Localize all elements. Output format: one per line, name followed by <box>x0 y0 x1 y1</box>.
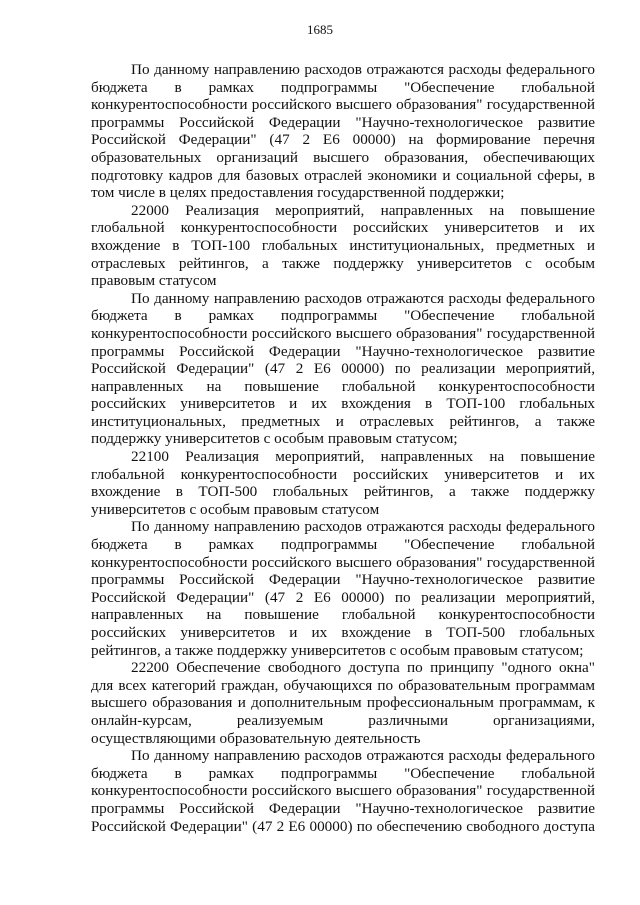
paragraph-code-22100: 22100 Реализация мероприятий, направленных на повышение глобальной конкурентоспособности российских университетов и их вхождение в ТОП-500 глобальных рейтингов, а также поддержку университетов с особым правовым статусом <box>91 448 595 518</box>
paragraph-code-22200: 22200 Обеспечение свободного доступа по принципу "одного окна" для всех категорий граждан, обучающихся по образовательным программам высшего образования и дополнительным профессиональным программам, к онлайн-курсам, реализуемым различными организациями, осуществляющими образовательную деятельность <box>91 659 595 747</box>
paragraph-expense-description: По данному направлению расходов отражаются расходы федерального бюджета в рамках подпрограммы "Обеспечение глобальной конкурентоспособности российского высшего образования" государственной программы Российской Федерации "Научно-технологическое развитие Российской Федерации" (47 2 Е6 00000) по обеспечению свободного доступа <box>91 747 595 835</box>
paragraph-code-22000: 22000 Реализация мероприятий, направленных на повышение глобальной конкурентоспособности российских университетов и их вхождение в ТОП-100 глобальных институциональных, предметных и отраслевых рейтингов, а также поддержку университетов с особым правовым статусом <box>91 201 595 290</box>
paragraph-expense-description: По данному направлению расходов отражаются расходы федерального бюджета в рамках подпрограммы "Обеспечение глобальной конкурентоспособности российского высшего образования" государственной программы Российской Федерации "Научно-технологическое развитие Российской Федерации" (47 2 Е6 00000) по реализации мероприятий, направленных на повышение глобальной конкурентоспособности российских университетов и их вхождения в ТОП-100 глобальных институциональных, предметных и отраслевых рейтингов, а также поддержку университетов с особым правовым статусом; <box>91 289 595 448</box>
document-body <box>91 61 595 835</box>
paragraph-expense-description: По данному направлению расходов отражаются расходы федерального бюджета в рамках подпрограммы "Обеспечение глобальной конкурентоспособности российского высшего образования" государственной программы Российской Федерации "Научно-технологическое развитие Российской Федерации" (47 2 Е6 00000) по реализации мероприятий, направленных на повышение глобальной конкурентоспособности российских университетов и их вхождение в ТОП-500 глобальных рейтингов, а также поддержку университетов с особым правовым статусом; <box>91 518 595 659</box>
paragraph-expense-description: По данному направлению расходов отражаются расходы федерального бюджета в рамках подпрограммы "Обеспечение глобальной конкурентоспособности российского высшего образования" государственной программы Российской Федерации "Научно-технологическое развитие Российской Федерации" (47 2 Е6 00000) на формирование перечня образовательных организаций высшего образования, обеспечивающих подготовку кадров для базовых отраслей экономики и социальной сферы, в том числе в целях предоставления государственной поддержки; <box>91 61 595 202</box>
page-number: 1685 <box>307 22 333 37</box>
